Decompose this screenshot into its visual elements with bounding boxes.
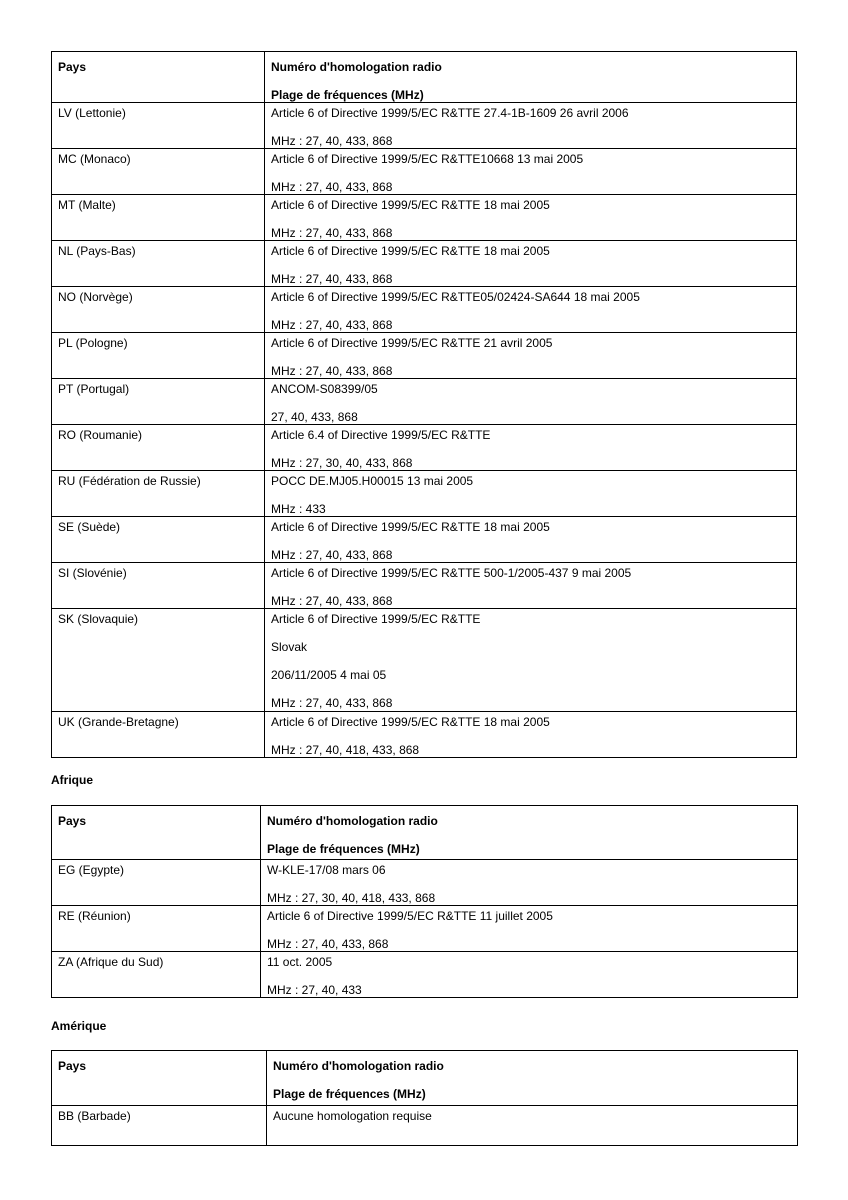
- country-label: RO (Roumanie): [58, 428, 143, 442]
- approval-text: Article 6 of Directive 1999/5/EC R&TTE: [271, 612, 481, 626]
- country-label: SK (Slovaquie): [58, 612, 139, 626]
- country-label: BB (Barbade): [58, 1109, 131, 1123]
- frequency-text: MHz : 27, 40, 418, 433, 868: [271, 743, 420, 757]
- table-row: [52, 149, 797, 195]
- frequency-text: MHz : 27, 30, 40, 433, 868: [271, 456, 413, 470]
- header-frequency-label: Plage de fréquences (MHz): [273, 1087, 426, 1101]
- table-body: [52, 1051, 798, 1146]
- country-cell: [52, 333, 265, 379]
- table-row: [52, 952, 798, 998]
- country-cell: [52, 425, 265, 471]
- country-label: LV (Lettonie): [58, 106, 126, 120]
- table-header-row: [52, 1051, 798, 1106]
- frequency-text: MHz : 433: [271, 502, 326, 516]
- table-row: [52, 333, 797, 379]
- header-country-label: Pays: [58, 814, 87, 828]
- frequency-text: MHz : 27, 40, 433, 868: [271, 318, 393, 332]
- table-row: [52, 1106, 798, 1146]
- table-row: [52, 517, 797, 563]
- frequency-text: 27, 40, 433, 868: [271, 410, 358, 424]
- country-label: PL (Pologne): [58, 336, 128, 350]
- frequency-text: MHz : 27, 40, 433, 868: [271, 364, 393, 378]
- header-approval-label: Numéro d'homologation radio: [273, 1059, 444, 1073]
- approval-cell: [265, 287, 797, 333]
- approval-text: 206/11/2005 4 mai 05: [271, 668, 387, 682]
- approval-cell: [265, 195, 797, 241]
- approval-text: POCC DE.MJ05.H00015 13 mai 2005: [271, 474, 474, 488]
- approval-cell: [265, 425, 797, 471]
- table-row: [52, 379, 797, 425]
- section-title-america: Amérique: [51, 1019, 107, 1033]
- approval-cell: [261, 906, 798, 952]
- approval-cell: [265, 103, 797, 149]
- country-label: UK (Grande-Bretagne): [58, 715, 179, 729]
- approval-text: 11 oct. 2005: [267, 955, 333, 969]
- frequency-text: MHz : 27, 30, 40, 418, 433, 868: [267, 891, 436, 905]
- country-label: NO (Norvège): [58, 290, 133, 304]
- table-row: [52, 425, 797, 471]
- country-label: SE (Suède): [58, 520, 121, 534]
- approval-cell: [265, 609, 797, 712]
- header-approval-label: Numéro d'homologation radio: [271, 60, 442, 74]
- country-label: RU (Fédération de Russie): [58, 474, 201, 488]
- table-row: [52, 712, 797, 758]
- country-label: PT (Portugal): [58, 382, 130, 396]
- approval-text: Article 6 of Directive 1999/5/EC R&TTE 18 mai 2005: [271, 715, 550, 729]
- approval-cell: [265, 379, 797, 425]
- country-cell: [52, 906, 261, 952]
- approval-cell: [265, 563, 797, 609]
- table-body: [52, 806, 798, 998]
- country-cell: [52, 149, 265, 195]
- table-body: [52, 52, 797, 758]
- header-approval: [265, 52, 797, 103]
- approval-text: Article 6 of Directive 1999/5/EC R&TTE 18 mai 2005: [271, 198, 550, 212]
- country-cell: [52, 609, 265, 712]
- country-label: MT (Malte): [58, 198, 116, 212]
- approval-text: Article 6.4 of Directive 1999/5/EC R&TTE: [271, 428, 491, 442]
- country-cell: [52, 563, 265, 609]
- country-cell: [52, 103, 265, 149]
- country-cell: [52, 517, 265, 563]
- header-frequency-label: Plage de fréquences (MHz): [271, 88, 424, 102]
- frequency-text: MHz : 27, 40, 433, 868: [267, 937, 389, 951]
- header-country: [52, 806, 261, 860]
- approval-text: Aucune homologation requise: [273, 1109, 432, 1123]
- approval-cell: [265, 333, 797, 379]
- approval-text: Article 6 of Directive 1999/5/EC R&TTE 21 avril 2005: [271, 336, 553, 350]
- approval-cell: [265, 471, 797, 517]
- country-cell: [52, 195, 265, 241]
- approval-text: Article 6 of Directive 1999/5/EC R&TTE 18 mai 2005: [271, 244, 550, 258]
- table-row: [52, 563, 797, 609]
- country-label: NL (Pays-Bas): [58, 244, 136, 258]
- frequency-text: MHz : 27, 40, 433, 868: [271, 180, 393, 194]
- approval-text: Article 6 of Directive 1999/5/EC R&TTE 11 juillet 2005: [267, 909, 553, 923]
- approval-text: Article 6 of Directive 1999/5/EC R&TTE05/02424-SA644 18 mai 2005: [271, 290, 640, 304]
- frequency-text: MHz : 27, 40, 433, 868: [271, 226, 393, 240]
- country-cell: [52, 860, 261, 906]
- frequency-text: MHz : 27, 40, 433, 868: [271, 696, 393, 710]
- country-cell: [52, 287, 265, 333]
- country-cell: [52, 952, 261, 998]
- header-country: [52, 1051, 267, 1106]
- section-title-africa: Afrique: [51, 773, 93, 787]
- table-row: [52, 609, 797, 712]
- approval-text: Slovak: [271, 640, 308, 654]
- approval-text: Article 6 of Directive 1999/5/EC R&TTE 500-1/2005-437 9 mai 2005: [271, 566, 632, 580]
- frequency-text: MHz : 27, 40, 433, 868: [271, 548, 393, 562]
- approval-text: Article 6 of Directive 1999/5/EC R&TTE10668 13 mai 2005: [271, 152, 584, 166]
- frequency-text: MHz : 27, 40, 433, 868: [271, 272, 393, 286]
- country-label: MC (Monaco): [58, 152, 131, 166]
- country-cell: [52, 1106, 267, 1146]
- approvals-table-europe: [51, 51, 797, 758]
- country-label: ZA (Afrique du Sud): [58, 955, 164, 969]
- table-row: [52, 860, 798, 906]
- table-row: [52, 906, 798, 952]
- country-cell: [52, 712, 265, 758]
- header-frequency-label: Plage de fréquences (MHz): [267, 842, 420, 856]
- table-header-row: [52, 806, 798, 860]
- approval-cell: [265, 517, 797, 563]
- header-approval: [261, 806, 798, 860]
- table-header-row: [52, 52, 797, 103]
- approvals-table-america: [51, 1050, 798, 1146]
- approval-text: Article 6 of Directive 1999/5/EC R&TTE 27.4-1B-1609 26 avril 2006: [271, 106, 629, 120]
- frequency-text: MHz : 27, 40, 433: [267, 983, 362, 997]
- country-label: SI (Slovénie): [58, 566, 127, 580]
- country-cell: [52, 241, 265, 287]
- country-label: EG (Egypte): [58, 863, 125, 877]
- table-row: [52, 287, 797, 333]
- table-row: [52, 103, 797, 149]
- frequency-text: MHz : 27, 40, 433, 868: [271, 594, 393, 608]
- approvals-table-africa: [51, 805, 798, 998]
- approval-text: ANCOM-S08399/05: [271, 382, 378, 396]
- approval-text: W-KLE-17/08 mars 06: [267, 863, 386, 877]
- approval-cell: [265, 149, 797, 195]
- country-cell: [52, 379, 265, 425]
- header-country: [52, 52, 265, 103]
- approval-cell: [267, 1106, 798, 1146]
- approval-cell: [261, 860, 798, 906]
- header-country-label: Pays: [58, 1059, 87, 1073]
- table-row: [52, 241, 797, 287]
- country-label: RE (Réunion): [58, 909, 131, 923]
- approval-cell: [261, 952, 798, 998]
- approval-text: Article 6 of Directive 1999/5/EC R&TTE 18 mai 2005: [271, 520, 550, 534]
- header-country-label: Pays: [58, 60, 87, 74]
- table-row: [52, 195, 797, 241]
- approval-cell: [265, 241, 797, 287]
- approval-cell: [265, 712, 797, 758]
- table-row: [52, 471, 797, 517]
- header-approval-label: Numéro d'homologation radio: [267, 814, 438, 828]
- frequency-text: MHz : 27, 40, 433, 868: [271, 134, 393, 148]
- country-cell: [52, 471, 265, 517]
- header-approval: [267, 1051, 798, 1106]
